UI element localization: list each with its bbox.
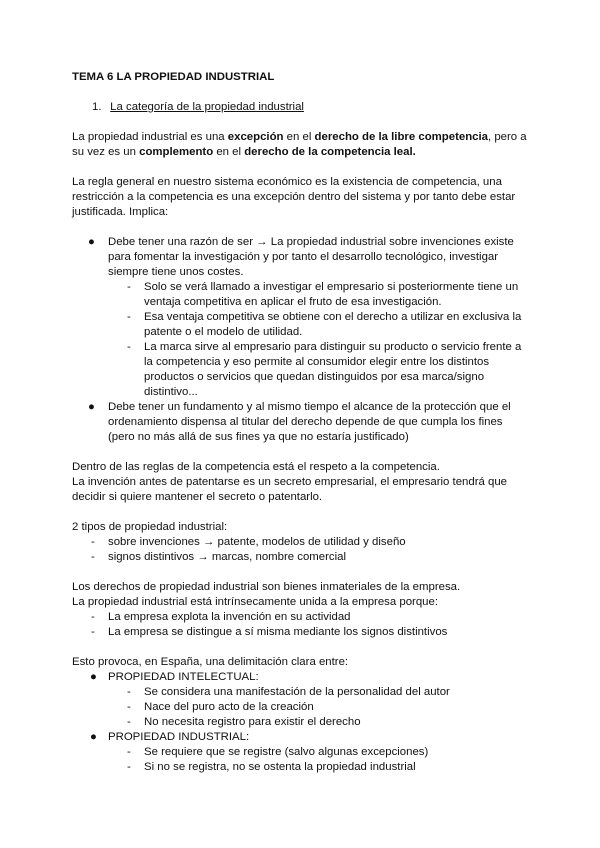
tipos-list bbox=[72, 535, 532, 565]
group-label: PROPIEDAD INDUSTRIAL: bbox=[108, 731, 250, 743]
sub-list bbox=[108, 685, 532, 730]
dash-icon: - bbox=[127, 686, 131, 698]
list-item bbox=[72, 625, 532, 640]
intro-paragraph bbox=[72, 130, 532, 160]
derechos-list bbox=[72, 610, 532, 640]
dash-icon: - bbox=[127, 341, 131, 353]
intro-text: , pero a su vez es un bbox=[72, 131, 527, 158]
list-item-text: signos distintivos → marcas, nombre comercial bbox=[108, 551, 347, 563]
sub-list-item bbox=[108, 280, 532, 310]
dash-icon: - bbox=[91, 626, 95, 638]
sub-list-item-text: Se considera una manifestación de la personalidad del autor bbox=[144, 686, 450, 698]
list-item bbox=[72, 535, 532, 550]
bullet-icon: ● bbox=[90, 671, 97, 683]
derechos-section bbox=[72, 580, 532, 640]
sub-list bbox=[108, 280, 532, 400]
sub-list-item-text: Solo se verá llamado a investigar el empresario si posteriormente tiene un ventaja competitiva en aplicar el fruto de esa investigación. bbox=[144, 281, 519, 308]
paragraph-line: Dentro de las reglas de la competencia está el respeto a la competencia. bbox=[72, 461, 440, 473]
sub-list-item bbox=[108, 760, 532, 775]
dash-icon: - bbox=[127, 761, 131, 773]
intro-text: La propiedad industrial es una bbox=[72, 131, 228, 143]
intro-bold: derecho de la competencia leal. bbox=[244, 146, 416, 158]
list-item bbox=[72, 550, 532, 565]
dash-icon: - bbox=[127, 746, 131, 758]
list-item-text: sobre invenciones → patente, modelos de utilidad y diseño bbox=[108, 536, 406, 548]
sub-list-item-text: Esa ventaja competitiva se obtiene con el derecho a utilizar en exclusiva la patente o el modelo de utilidad. bbox=[144, 311, 522, 338]
dash-icon: - bbox=[127, 281, 131, 293]
sub-list-item bbox=[108, 700, 532, 715]
sub-list-item-text: Nace del puro acto de la creación bbox=[144, 701, 314, 713]
document-title: TEMA 6 LA PROPIEDAD INDUSTRIAL bbox=[72, 71, 275, 83]
sub-list-item-text: Si no se registra, no se ostenta la propiedad industrial bbox=[144, 761, 416, 773]
group-label: PROPIEDAD INTELECTUAL: bbox=[108, 671, 259, 683]
delimitacion-list bbox=[72, 670, 532, 775]
delimitacion-heading: Esto provoca, en España, una delimitación clara entre: bbox=[72, 656, 349, 668]
sub-list-item-text: La marca sirve al empresario para distinguir su producto o servicio frente a la competencia y eso permite al consumidor elegir entre los distintos productos o servicios que quedan distinguidos por esa marca/signo distintivo... bbox=[144, 341, 522, 398]
list-item-text: Debe tener un fundamento y al mismo tiempo el alcance de la protección que el ordenamiento dispensa al titular del derecho depende de que cumpla los fines (pero no más allá de sus fines ya que no estaría justificado) bbox=[108, 401, 511, 443]
dash-icon: - bbox=[127, 701, 131, 713]
dash-icon: - bbox=[91, 536, 95, 548]
rule-paragraph: La regla general en nuestro sistema económico es la existencia de competencia, una restricción a la competencia es una excepción dentro del sistema y por tanto debe estar justificada. Implica: bbox=[72, 176, 516, 218]
intro-text: en el bbox=[283, 131, 315, 143]
document-page bbox=[72, 70, 532, 775]
intro-bold: complemento bbox=[139, 146, 214, 158]
intro-bold: derecho de la libre competencia bbox=[314, 131, 488, 143]
bullet-icon: ● bbox=[88, 401, 95, 413]
section-heading bbox=[92, 100, 532, 115]
list-item bbox=[72, 730, 532, 775]
sub-list-item bbox=[108, 745, 532, 760]
dash-icon: - bbox=[127, 311, 131, 323]
dash-icon: - bbox=[127, 716, 131, 728]
section-label: La categoría de la propiedad industrial bbox=[110, 101, 304, 113]
sub-list-item bbox=[108, 715, 532, 730]
sub-list-item-text: Se requiere que se registre (salvo algunas excepciones) bbox=[144, 746, 429, 758]
competencia-paragraph bbox=[72, 460, 532, 505]
sub-list-item-text: No necesita registro para existir el derecho bbox=[144, 716, 361, 728]
list-item bbox=[72, 670, 532, 730]
list-item-text: Debe tener una razón de ser → La propiedad industrial sobre invenciones existe para fomentar la investigación y por tanto el desarrollo tecnológico, investigar siempre tiene unos costes. bbox=[108, 236, 514, 278]
sub-list-item bbox=[108, 340, 532, 400]
dash-icon: - bbox=[91, 551, 95, 563]
intro-bold: excepción bbox=[227, 131, 284, 143]
delimitacion-section bbox=[72, 655, 532, 775]
sub-list-item bbox=[108, 685, 532, 700]
tipos-heading: 2 tipos de propiedad industrial: bbox=[72, 521, 228, 533]
implica-list bbox=[72, 235, 532, 445]
tipos-section bbox=[72, 520, 532, 565]
paragraph-line: Los derechos de propiedad industrial son bienes inmateriales de la empresa. bbox=[72, 581, 461, 593]
sub-list bbox=[108, 745, 532, 775]
bullet-icon: ● bbox=[88, 236, 95, 248]
list-item-text: La empresa se distingue a sí misma mediante los signos distintivos bbox=[108, 626, 448, 638]
list-item bbox=[72, 400, 532, 445]
sub-list-item bbox=[108, 310, 532, 340]
intro-text: en el bbox=[213, 146, 245, 158]
paragraph-line: La invención antes de patentarse es un secreto empresarial, el empresario tendrá que decidir si quiere mantener el secreto o patentarlo. bbox=[72, 476, 508, 503]
list-item bbox=[72, 610, 532, 625]
list-item bbox=[72, 235, 532, 400]
bullet-icon: ● bbox=[90, 731, 97, 743]
list-item-text: La empresa explota la invención en su actividad bbox=[108, 611, 351, 623]
section-number: 1. bbox=[92, 101, 102, 113]
dash-icon: - bbox=[91, 611, 95, 623]
paragraph-line: La propiedad industrial está intrínsecamente unida a la empresa porque: bbox=[72, 596, 438, 608]
